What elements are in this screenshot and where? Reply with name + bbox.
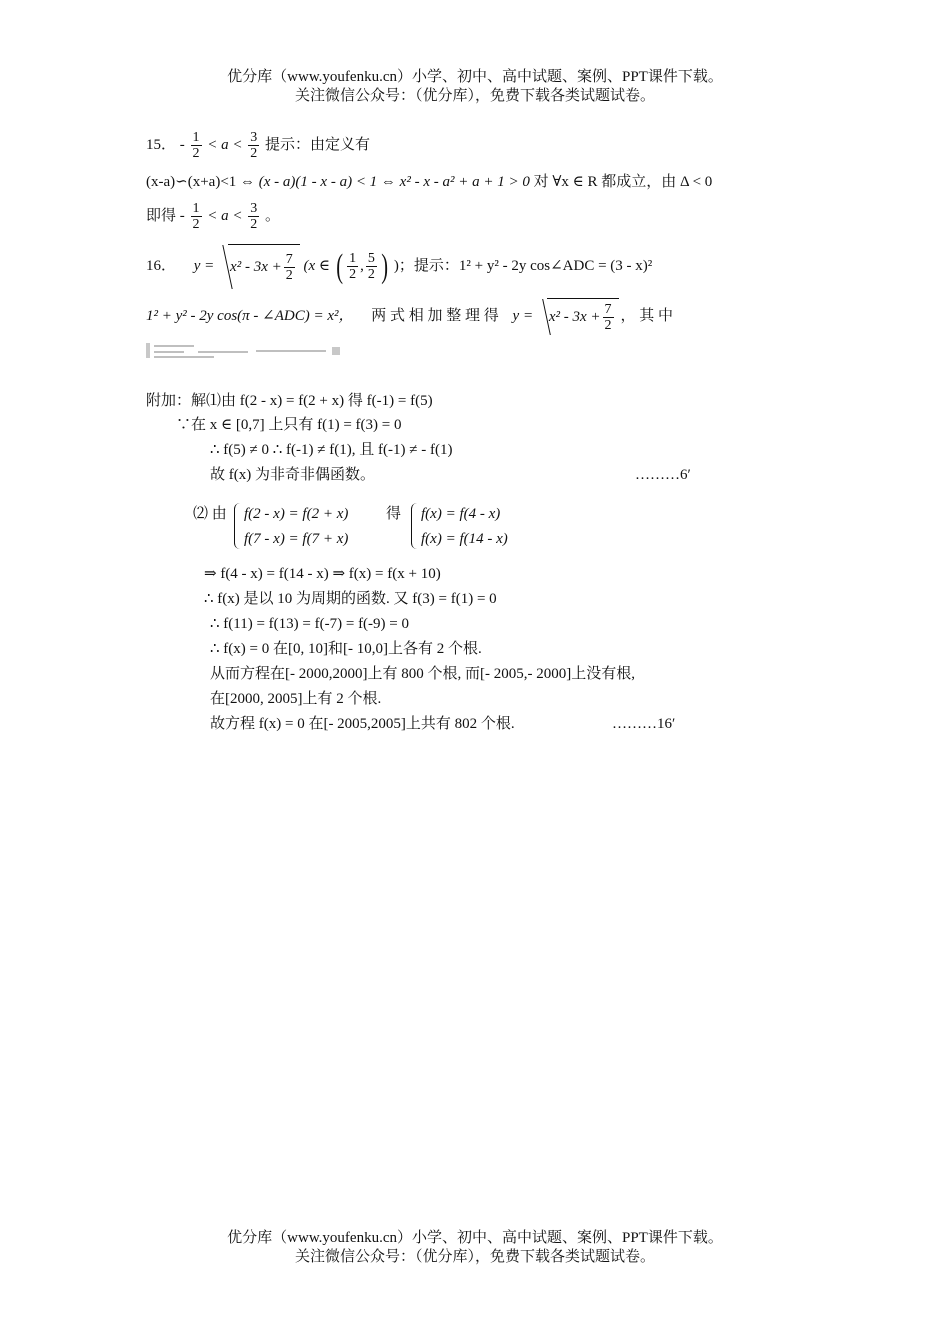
extra-title: 附加：解⑴由 f(2 - x) = f(2 + x) 得 f(-1) = f(5) <box>146 393 433 409</box>
q15-inequality: < a < <box>207 137 243 153</box>
q15-line3-fraction-2: $\frac{3}{2}$ <box>250 201 258 233</box>
score-6: ………6′ <box>635 467 691 483</box>
q16-number: 16． <box>146 258 177 274</box>
system1-eq1: f(2 - x) = f(2 + x) <box>244 506 349 522</box>
score-16: ………16′ <box>612 716 676 732</box>
q15-line2-b: (x - a)(1 - x - a) < 1 ⇔ x² - x - a² + a + 1 > 0 <box>258 174 530 190</box>
q16-hint: )；提示：1² + y² - 2y cos∠ADC = (3 - x)² <box>393 258 653 274</box>
extra-line-5: ∴ f(x) 是以 10 为周期的函数. 又 f(3) = f(1) = 0 <box>204 591 497 607</box>
header-line-1: 优分库（www.youfenku.cn）小学、初中、高中试题、案例、PPT课件下载。 <box>227 69 723 85</box>
footer-line-1: 优分库（www.youfenku.cn）小学、初中、高中试题、案例、PPT课件下载。 <box>227 1230 723 1246</box>
system-de: 得 <box>386 506 402 522</box>
q16-line2-c: ， 其 中 <box>620 308 674 324</box>
header-line-2: 关注微信公众号：（优分库），免费下载各类试题试卷。 <box>294 88 655 104</box>
q15-minus: - <box>179 137 185 153</box>
extra-line-2: ∴ f(5) ≠ 0 ∴ f(-1) ≠ f(1), 且 f(-1) ≠ - f(1) <box>210 442 453 458</box>
part2-label: ⑵ 由 <box>193 506 227 522</box>
q16-line2-b: 两 式 相 加 整 理 得 <box>371 308 499 324</box>
extra-line-3: 故 f(x) 为非奇非偶函数。 <box>210 467 375 483</box>
q16-domain-high: $\frac{5}{2}$ <box>367 251 375 283</box>
q16-left-paren: ( <box>336 247 343 285</box>
footer-line-2: 关注微信公众号：（优分库），免费下载各类试题试卷。 <box>294 1249 655 1265</box>
q16-line-1: 16． y = x² - 3x + $\frac{7}{2}$ (x ∈ ( $\frac{1}{2}$ , $\frac{5}{2}$ ) )；提示：1² + y² - 2y cos∠ADC = (3 - x)² <box>146 244 652 289</box>
q16-domain: (x ∈ <box>303 258 330 274</box>
q16-domain-low: $\frac{1}{2}$ <box>349 251 357 283</box>
system1-eq2: f(7 - x) = f(7 + x) <box>244 531 349 547</box>
extra-line-9: 在[2000, 2005]上有 2 个根. <box>210 691 382 707</box>
q16-right-paren: ) <box>381 247 388 285</box>
system2-eq1: f(x) = f(4 - x) <box>421 506 501 522</box>
q15-line-1 <box>146 127 370 163</box>
extra-line-6: ∴ f(11) = f(13) = f(-7) = f(-9) = 0 <box>210 616 410 632</box>
system2-eq2: f(x) = f(14 - x) <box>421 531 508 547</box>
q15-line2-c: 对 ∀x ∈ R 都成立，由 Δ < 0 <box>529 174 713 190</box>
extra-line-7: ∴ f(x) = 0 在[0, 10]和[- 10,0]上各有 2 个根. <box>210 641 482 657</box>
extra-line-1: ∵在 x ∈ [0,7] 上只有 f(1) = f(3) = 0 <box>176 417 402 433</box>
q15-line3-post: 。 <box>265 208 281 224</box>
q15-line-2 <box>146 173 712 191</box>
q16-y-eq: y = <box>193 258 215 274</box>
blurred-formula-image <box>146 342 346 360</box>
q15-line-3 <box>146 198 280 234</box>
q16-line2-radical: x² - 3x + $\frac{7}{2}$ <box>547 298 619 335</box>
extra-line-4: ⇒ f(4 - x) = f(14 - x) ⇒ f(x) = f(x + 10) <box>204 566 441 582</box>
q15-fraction-2: $\frac{3}{2}$ <box>250 130 258 162</box>
q15-number: 15． <box>146 137 177 153</box>
q15-line3-fraction-1: $\frac{1}{2}$ <box>192 201 200 233</box>
extra-line-10: 故方程 f(x) = 0 在[- 2005,2005]上共有 802 个根. <box>210 716 515 732</box>
q16-radical: x² - 3x + $\frac{7}{2}$ <box>228 244 300 289</box>
q15-line3-inequality: < a < <box>207 208 243 224</box>
q15-line2-a: (x-a)∽(x+a)<1 ⇔ <box>146 174 259 190</box>
q15-hint: 提示：由定义有 <box>265 137 371 153</box>
q16-line-2 <box>146 298 673 335</box>
q16-line2-y: y = <box>512 308 534 324</box>
q15-fraction-1: $\frac{1}{2}$ <box>192 130 200 162</box>
q16-line2-a: 1² + y² - 2y cos(π - ∠ADC) = x²， <box>146 308 354 324</box>
extra-line-8: 从而方程在[- 2000,2000]上有 800 个根, 而[- 2005,- 2000]上没有根, <box>210 666 635 682</box>
q15-line3-pre: 即得 - <box>146 208 185 224</box>
